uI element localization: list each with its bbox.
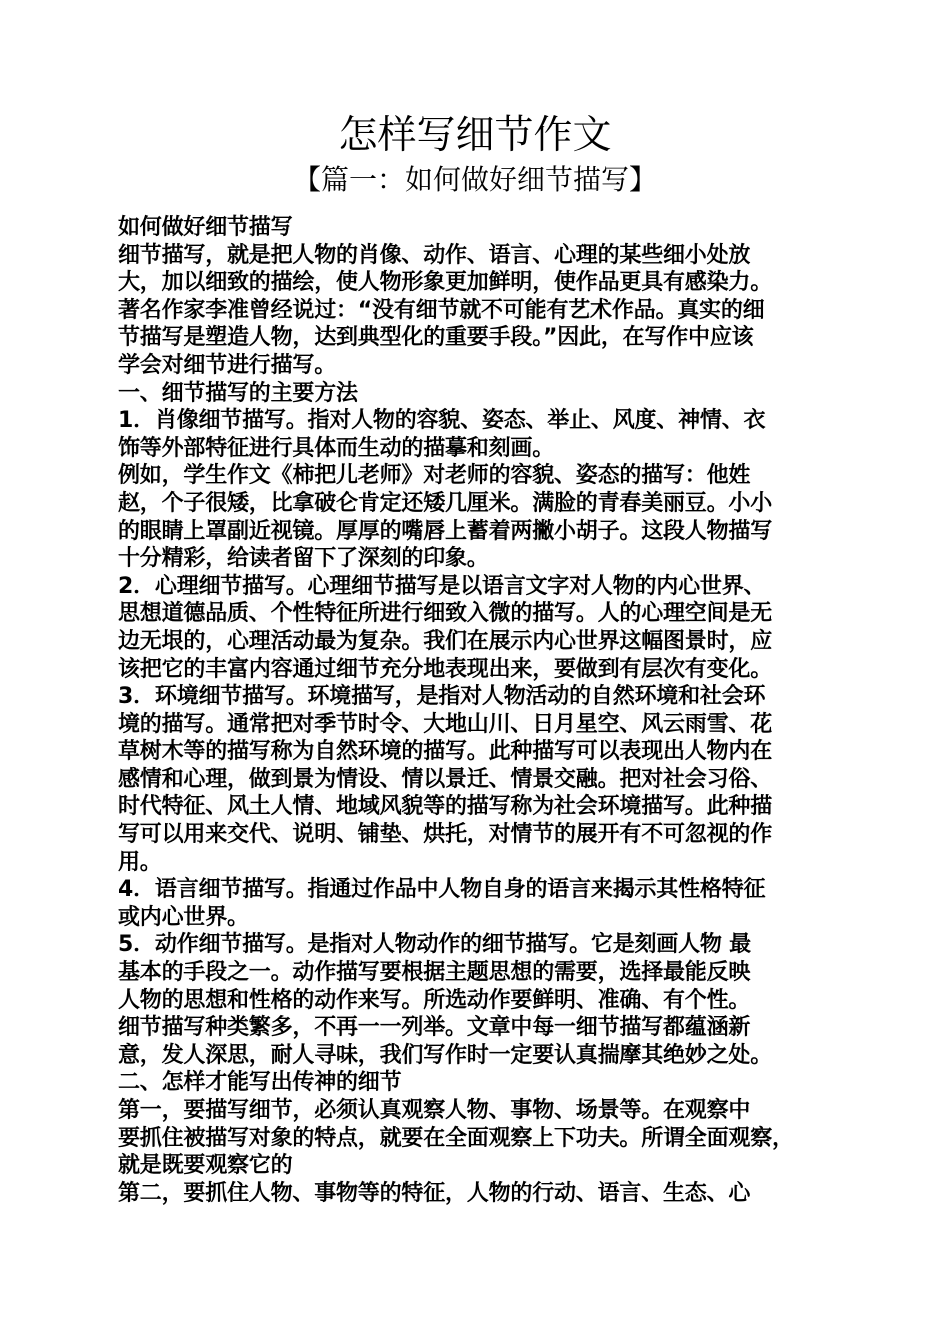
text-line: 该把它的丰富内容通过细节充分地表现出来，要做到有层次有变化。 <box>118 656 773 682</box>
text-line: 意，发人深思，耐人寻味，我们写作时一定要认真揣摩其绝妙之处。 <box>118 1042 773 1068</box>
text-line: 草树木等的描写称为自然环境的描写。此种描写可以表现出人物内在 <box>118 739 773 765</box>
text-line: 用。 <box>118 849 162 875</box>
text-line: 著名作家李准曾经说过：“没有细节就不可能有艺术作品。真实的细 <box>118 297 765 323</box>
text-line: 学会对细节进行描写。 <box>118 352 337 378</box>
document-title: 怎样写细节作文 <box>338 113 612 158</box>
text-line: 境的描写。通常把对季节时令、大地山川、日月星空、风云雨雪、花 <box>118 711 773 737</box>
text-line: 例如，学生作文《柿把儿老师》对老师的容貌、姿态的描写：他姓 <box>118 463 751 489</box>
text-line: 时代特征、风土人情、地域风貌等的描写称为社会环境描写。此种描 <box>118 794 773 820</box>
text-line: 第一，要描写细节，必须认真观察人物、事物、场景等。在观察中 <box>118 1098 751 1123</box>
text-line: 3．环境细节描写。环境描写，是指对人物活动的自然环境和社会环 <box>118 684 766 710</box>
text-line: 边无垠的，心理活动最为复杂。我们在展示内心世界这幅图景时，应 <box>118 628 773 654</box>
text-line: 一、细节描写的主要方法 <box>118 380 358 406</box>
text-line: 大，加以细致的描绘，使人物形象更加鲜明，使作品更具有感染力。 <box>118 270 773 296</box>
text-line: 思想道德品质、个性特征所进行细致入微的描写。人的心理空间是无 <box>118 601 773 627</box>
text-line: 细节描写种类繁多，不再一一列举。文章中每一细节描写都蕴涵新 <box>118 1015 751 1041</box>
text-line: 如何做好细节描写 <box>118 215 293 240</box>
text-line: 1．肖像细节描写。指对人物的容貌、姿态、举止、风度、神情、衣 <box>118 408 766 434</box>
document-body <box>118 214 838 1207</box>
text-line: 2．心理细节描写。心理细节描写是以语言文字对人物的内心世界、 <box>118 573 766 599</box>
text-line: 要抓住被描写对象的特点，就要在全面观察上下功夫。所谓全面观察， <box>118 1125 794 1151</box>
text-line: 人物的思想和性格的动作来写。所选动作要鲜明、准确、有个性。 <box>118 987 751 1013</box>
text-line: 节描写是塑造人物，达到典型化的重要手段。”因此，在写作中应该 <box>118 325 754 351</box>
text-line: 饰等外部特征进行具体而生动的描摹和刻画。 <box>118 435 555 461</box>
text-line: 细节描写，就是把人物的肖像、动作、语言、心理的某些细小处放 <box>118 242 751 268</box>
text-line: 十分精彩，给读者留下了深刻的印象。 <box>118 546 489 572</box>
text-line: 就是既要观察它的 <box>118 1153 293 1179</box>
text-line: 赵，个子很矮，比拿破仑肯定还矮几厘米。满脸的青春美丽豆。小小 <box>118 490 773 516</box>
text-line: 基本的手段之一。动作描写要根据主题思想的需要，选择最能反映 <box>118 960 751 986</box>
text-line: 5．动作细节描写。是指对人物动作的细节描写。它是刻画人物 最 <box>118 932 751 958</box>
text-line: 感情和心理，做到景为情设、情以景迁、情景交融。把对社会习俗、 <box>118 766 773 792</box>
text-line: 写可以用来交代、说明、铺垫、烘托，对情节的展开有不可忽视的作 <box>118 822 773 848</box>
text-line: 4．语言细节描写。指通过作品中人物自身的语言来揭示其性格特征 <box>118 877 766 903</box>
text-line: 二、怎样才能写出传神的细节 <box>118 1070 402 1096</box>
document-subtitle: 【篇一：如何做好细节描写】 <box>292 163 657 196</box>
text-line: 第二，要抓住人物、事物等的特征，人物的行动、语言、生态、心 <box>118 1180 751 1206</box>
text-line: 的眼睛上罩副近视镜。厚厚的嘴唇上蓄着两撇小胡子。这段人物描写 <box>118 518 773 544</box>
text-line: 或内心世界。 <box>118 904 249 930</box>
